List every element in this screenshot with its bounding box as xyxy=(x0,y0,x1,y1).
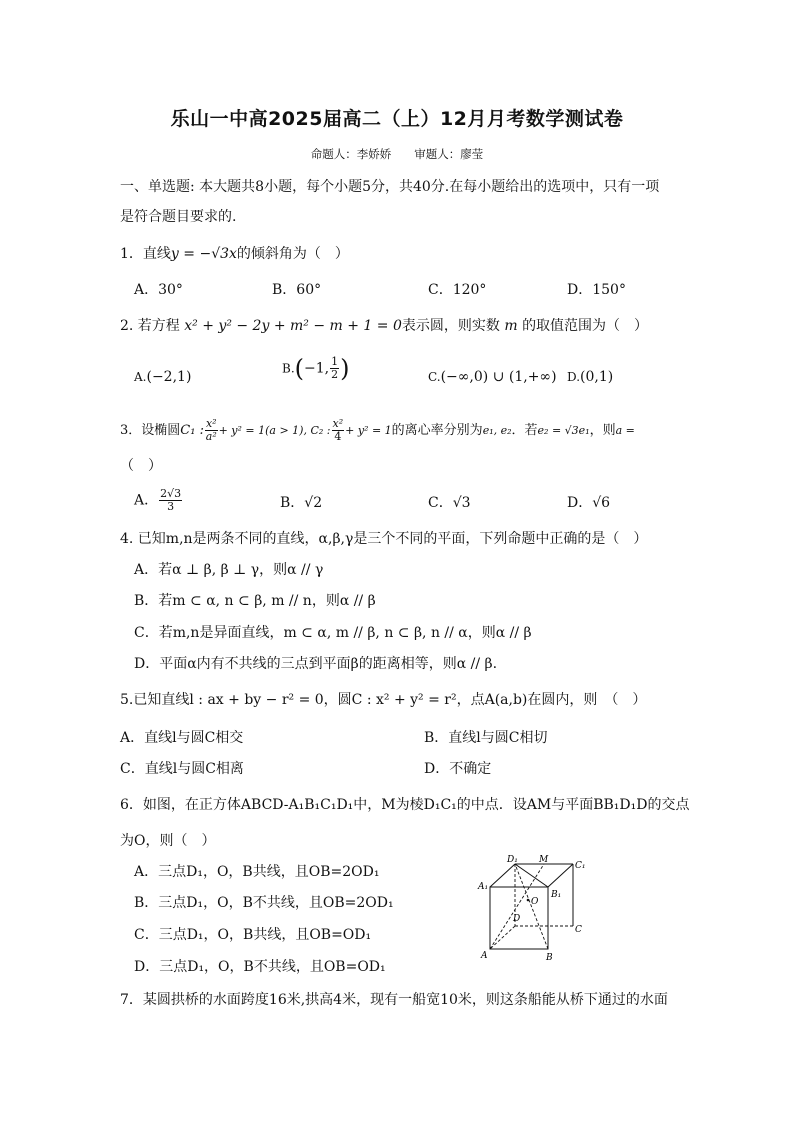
section-instruction-line-2: 是符合题目要求的. xyxy=(120,209,237,225)
q1-option-c: C．120° xyxy=(428,282,487,298)
label-o: O xyxy=(531,897,539,907)
q1-option-b: B．60° xyxy=(272,282,322,298)
label-a: A xyxy=(481,951,488,961)
q6-option-c: C．三点D₁，O，B共线，且OB=OD₁ xyxy=(134,927,372,943)
question-6-stem-line-2: 为O，则（ ） xyxy=(120,833,216,849)
label-b: B xyxy=(546,953,553,963)
q4-option-c: C．若m,n是异面直线，m ⊂ α, m // β, n ⊂ β, n // α，则α // β xyxy=(134,625,532,641)
label-b1: B₁ xyxy=(551,890,562,900)
q1-option-d: D．150° xyxy=(567,282,626,298)
label-a1: A₁ xyxy=(478,882,489,892)
label-c: C xyxy=(575,925,582,935)
q2-option-a: A.(−2,1) xyxy=(134,369,192,385)
q2-stem-suffix: 表示圆，则实数 xyxy=(401,318,500,334)
question-4-stem: 4. 已知m,n是两条不同的直线，α,β,γ是三个不同的平面，下列命题中正确的是（ ） xyxy=(120,531,648,547)
q2-option-b: B.(−1, $\frac{1}{2}$ ) xyxy=(282,354,350,383)
q2-option-c: C.(−∞,0) ∪ (1,+∞) xyxy=(428,369,557,385)
section-instruction-line-1: 一、单选题: 本大题共8小题，每个小题5分，共40分.在每小题给出的选项中，只有一项 xyxy=(120,179,660,195)
q4-option-d: D．平面α内有不共线的三点到平面β的距离相等，则α // β. xyxy=(134,656,498,672)
q5-option-d: D．不确定 xyxy=(424,761,492,777)
q6-option-a: A．三点D₁，O，B共线，且OB=2OD₁ xyxy=(134,864,380,880)
q2-stem-var: m xyxy=(504,318,518,334)
label-d1: D₁ xyxy=(507,855,518,865)
q1-stem-suffix: 的倾斜角为（ ） xyxy=(236,246,349,262)
cube-figure xyxy=(476,852,596,964)
q5-option-b: B．直线l与圆C相切 xyxy=(424,730,548,746)
q2-stem-prefix: 2. 若方程 xyxy=(120,318,180,334)
q4-option-a: A．若α ⊥ β, β ⊥ γ，则α // γ xyxy=(134,562,324,578)
question-2-stem xyxy=(120,317,648,335)
q3-option-d: D．√6 xyxy=(567,495,611,511)
label-d: D xyxy=(513,914,521,924)
q6-option-d: D．三点D₁，O，B不共线，且OB=OD₁ xyxy=(134,959,386,975)
q1-option-a: A．30° xyxy=(134,282,183,298)
q2-stem-end: 的取值范围为（ ） xyxy=(522,318,649,334)
q3-option-b: B．√2 xyxy=(280,495,323,511)
label-c1: C₁ xyxy=(575,861,586,871)
authors-line: 命题人：李娇娇 审题人：廖莹 xyxy=(310,147,484,161)
question-6-stem-line-1: 6．如图，在正方体ABCD-A₁B₁C₁D₁中，M为棱D₁C₁的中点．设AM与平面BB₁D₁D的交点 xyxy=(120,797,690,813)
q4-option-b: B．若m ⊂ α, n ⊂ β, m // n，则α // β xyxy=(134,593,376,609)
q1-stem-prefix: 1．直线 xyxy=(120,246,171,262)
q3-answer-paren: （ ） xyxy=(120,458,162,474)
q6-option-b: B．三点D₁，O，B不共线，且OB=2OD₁ xyxy=(134,895,394,911)
question-1-stem xyxy=(120,245,349,263)
question-7-stem: 7．某圆拱桥的水面跨度16米,拱高4米，现有一船宽10米，则这条船能从桥下通过的水面 xyxy=(120,992,668,1008)
q2-stem-math: x² + y² − 2y + m² − m + 1 = 0 xyxy=(184,318,402,334)
q1-stem-math: y = −√3x xyxy=(170,246,237,262)
question-5-stem: 5.已知直线l : ax + by − r² = 0，圆C : x² + y² = r²，点A(a,b)在圆内，则 （ ） xyxy=(120,692,647,708)
q5-option-a: A．直线l与圆C相交 xyxy=(120,730,244,746)
q3-option-c: C．√3 xyxy=(428,495,471,511)
q3-option-a: A． $\frac{2√3}{3}$ xyxy=(134,487,182,513)
q2-option-d: D.(0,1) xyxy=(567,369,614,385)
label-m: M xyxy=(539,855,549,865)
q5-option-c: C．直线l与圆C相离 xyxy=(120,761,244,777)
question-3-stem: 3．设椭圆C₁ : $\frac{\text{x²}}{\text{a²}}$ + y² = 1(a > 1), C₂ : $\frac{\text{x²}}{4}$ + y² = 1的离心率分别为e₁, e₂．若e₂ = √3e₁，则a = xyxy=(120,417,635,443)
page-title: 乐山一中高2025届高二（上）12月月考数学测试卷 xyxy=(170,108,624,130)
